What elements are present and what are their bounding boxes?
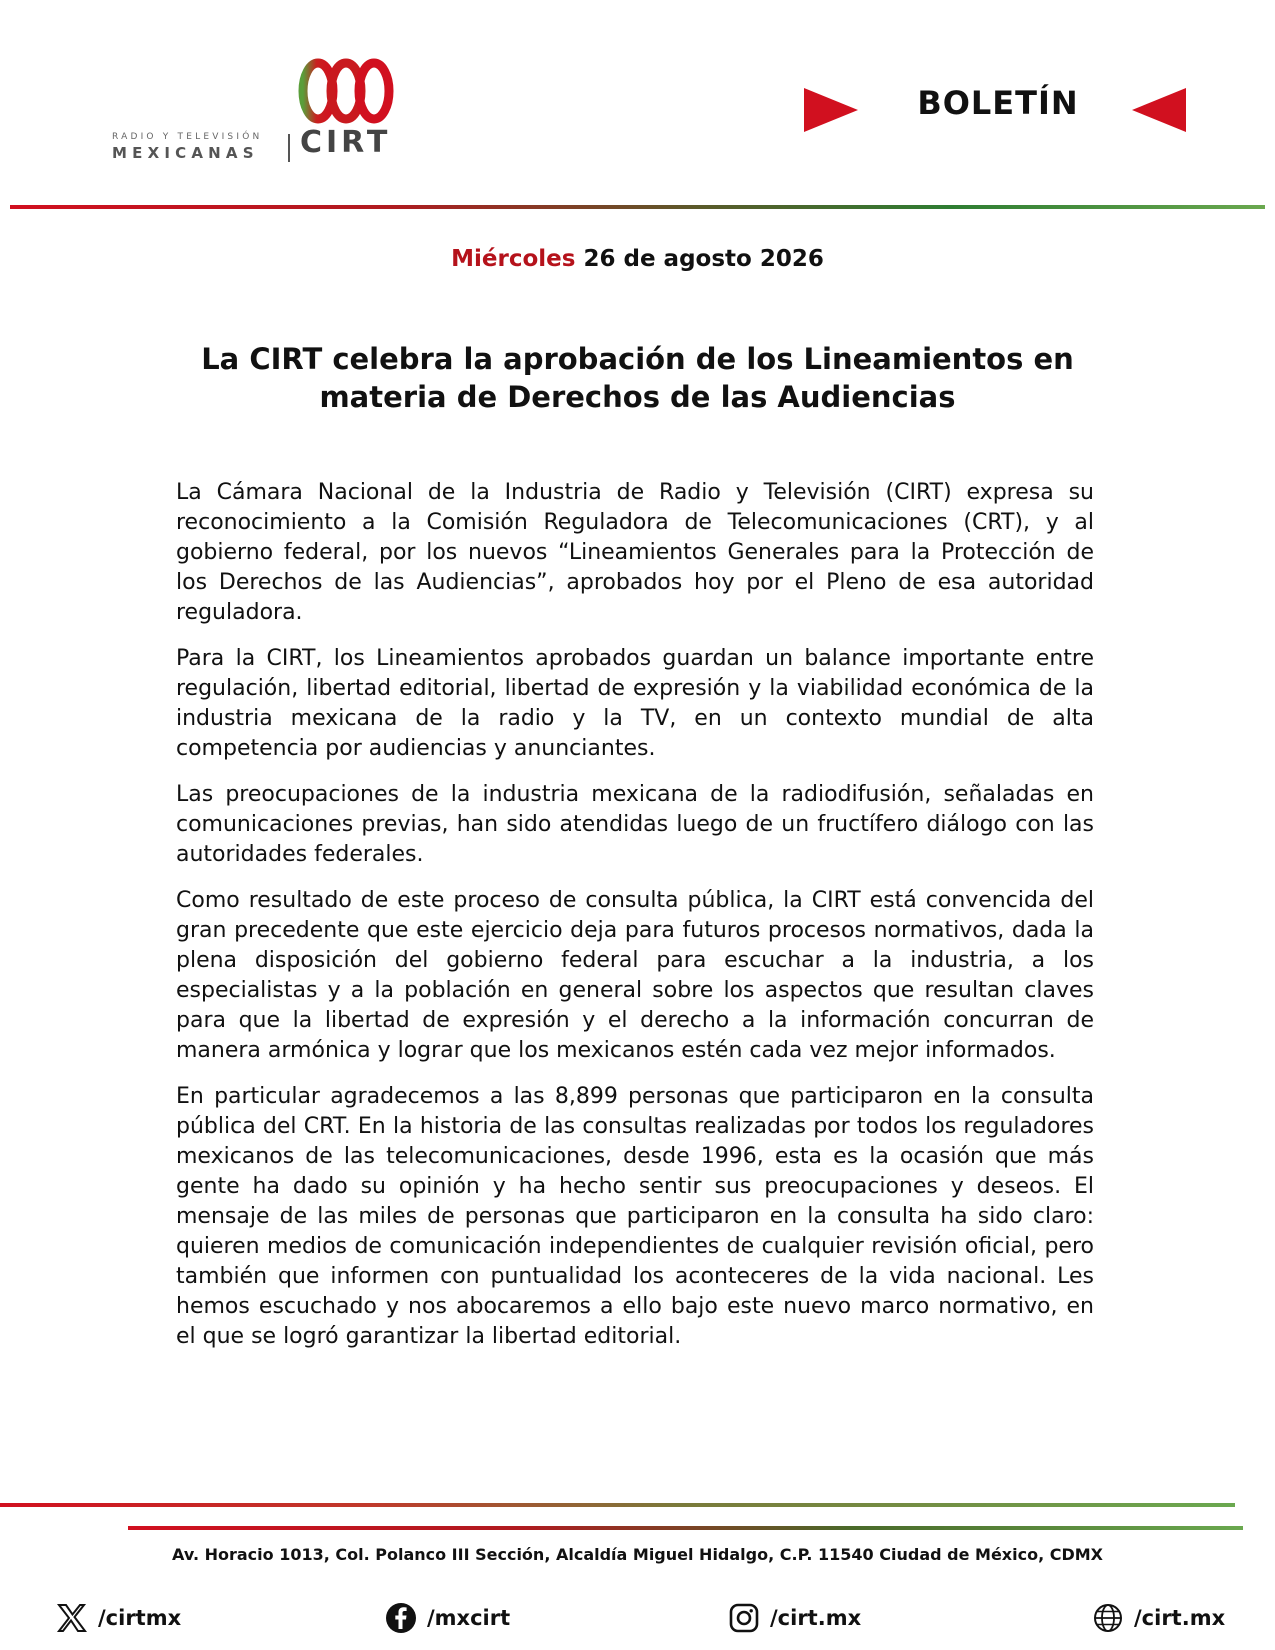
cirt-rings-icon [298,56,394,126]
bulletin-label: BOLETÍN [917,84,1079,122]
logo-divider [288,134,290,162]
footer-divider-top [0,1503,1235,1507]
social-handle: /cirt.mx [1134,1606,1226,1630]
cirt-logo [112,56,392,166]
facebook-icon [385,1602,417,1634]
social-handle: /mxcirt [427,1606,511,1630]
triangle-right-icon [804,88,858,132]
bulletin-title: La CIRT celebra la aprobación de los Lineamientos en materia de Derechos de las Audiencias [201,342,1074,414]
globe-icon [1092,1602,1124,1634]
footer-divider-bottom [128,1526,1243,1530]
date-weekday: Miércoles [451,246,576,272]
logo-brand: CIRT [300,125,392,160]
logo-tagline: RADIO Y TELEVISIÓN [112,132,263,142]
footer-address: Av. Horacio 1013, Col. Polanco III Sección, Alcaldía Miguel Hidalgo, C.P. 11540 Ciudad de México, CDMX [172,1545,1103,1564]
logo-name: MEXICANAS [112,144,259,162]
date-rest: 26 de agosto 2026 [575,246,824,272]
instagram-icon [728,1602,760,1634]
social-handle: /cirtmx [98,1606,182,1630]
header-divider [10,205,1265,209]
x-icon [56,1602,88,1634]
bulletin-date [0,246,1275,272]
triangle-left-icon [1132,88,1186,132]
body-paragraph: Las preocupaciones de la industria mexicana de la radiodifusión, señaladas en comunicaciones previas, han sido atendidas luego de un fructífero diálogo con las autoridades federales. [176,782,1094,867]
body-paragraph: La Cámara Nacional de la Industria de Radio y Televisión (CIRT) expresa su reconocimiento a la Comisión Reguladora de Telecomunicaciones (CRT), y al gobierno federal, por los nuevos “Lineamientos Generales para la Protección de los Derechos de las Audiencias”, aprobados hoy por el Pleno de esa autoridad reguladora. [176,480,1094,625]
body-paragraph: En particular agradecemos a las 8,899 personas que participaron en la consulta pública del CRT. En la historia de las consultas realizadas por todos los reguladores mexicanos de las telecomunicaciones, desde 1996, esta es la ocasión que más gente ha dado su opinión y ha hecho sentir sus preocupaciones y deseos. El mensaje de las miles de personas que participaron en la consulta ha sido claro: quieren medios de comunicación independientes de cualquier revisión oficial, pero también que informen con puntualidad los aconteceres de la vida nacional. Les hemos escuchado y nos abocaremos a ello bajo este nuevo marco normativo, en el que se logró garantizar la libertad editorial. [176,1084,1094,1349]
social-instagram[interactable] [728,1600,861,1636]
bulletin-body [176,478,1094,1368]
social-facebook[interactable] [385,1600,510,1636]
body-paragraph: Como resultado de este proceso de consulta pública, la CIRT está convencida del gran precedente que este ejercicio deja para futuros procesos normativos, dada la plena disposición del gobierno federal para escuchar a la industria, a los especialistas y a la población en general sobre los aspectos que resultan claves para que la libertad de expresión y el derecho a la información concurran de manera armónica y lograr que los mexicanos estén cada vez mejor informados. [176,888,1094,1063]
body-paragraph: Para la CIRT, los Lineamientos aprobados guardan un balance importante entre regulación, libertad editorial, libertad de expresión y la viabilidad económica de la industria mexicana de la radio y la TV, en un contexto mundial de alta competencia por audiencias y anunciantes. [176,646,1094,761]
social-x[interactable] [56,1600,181,1636]
social-handle: /cirt.mx [770,1606,862,1630]
social-website[interactable] [1092,1600,1225,1636]
